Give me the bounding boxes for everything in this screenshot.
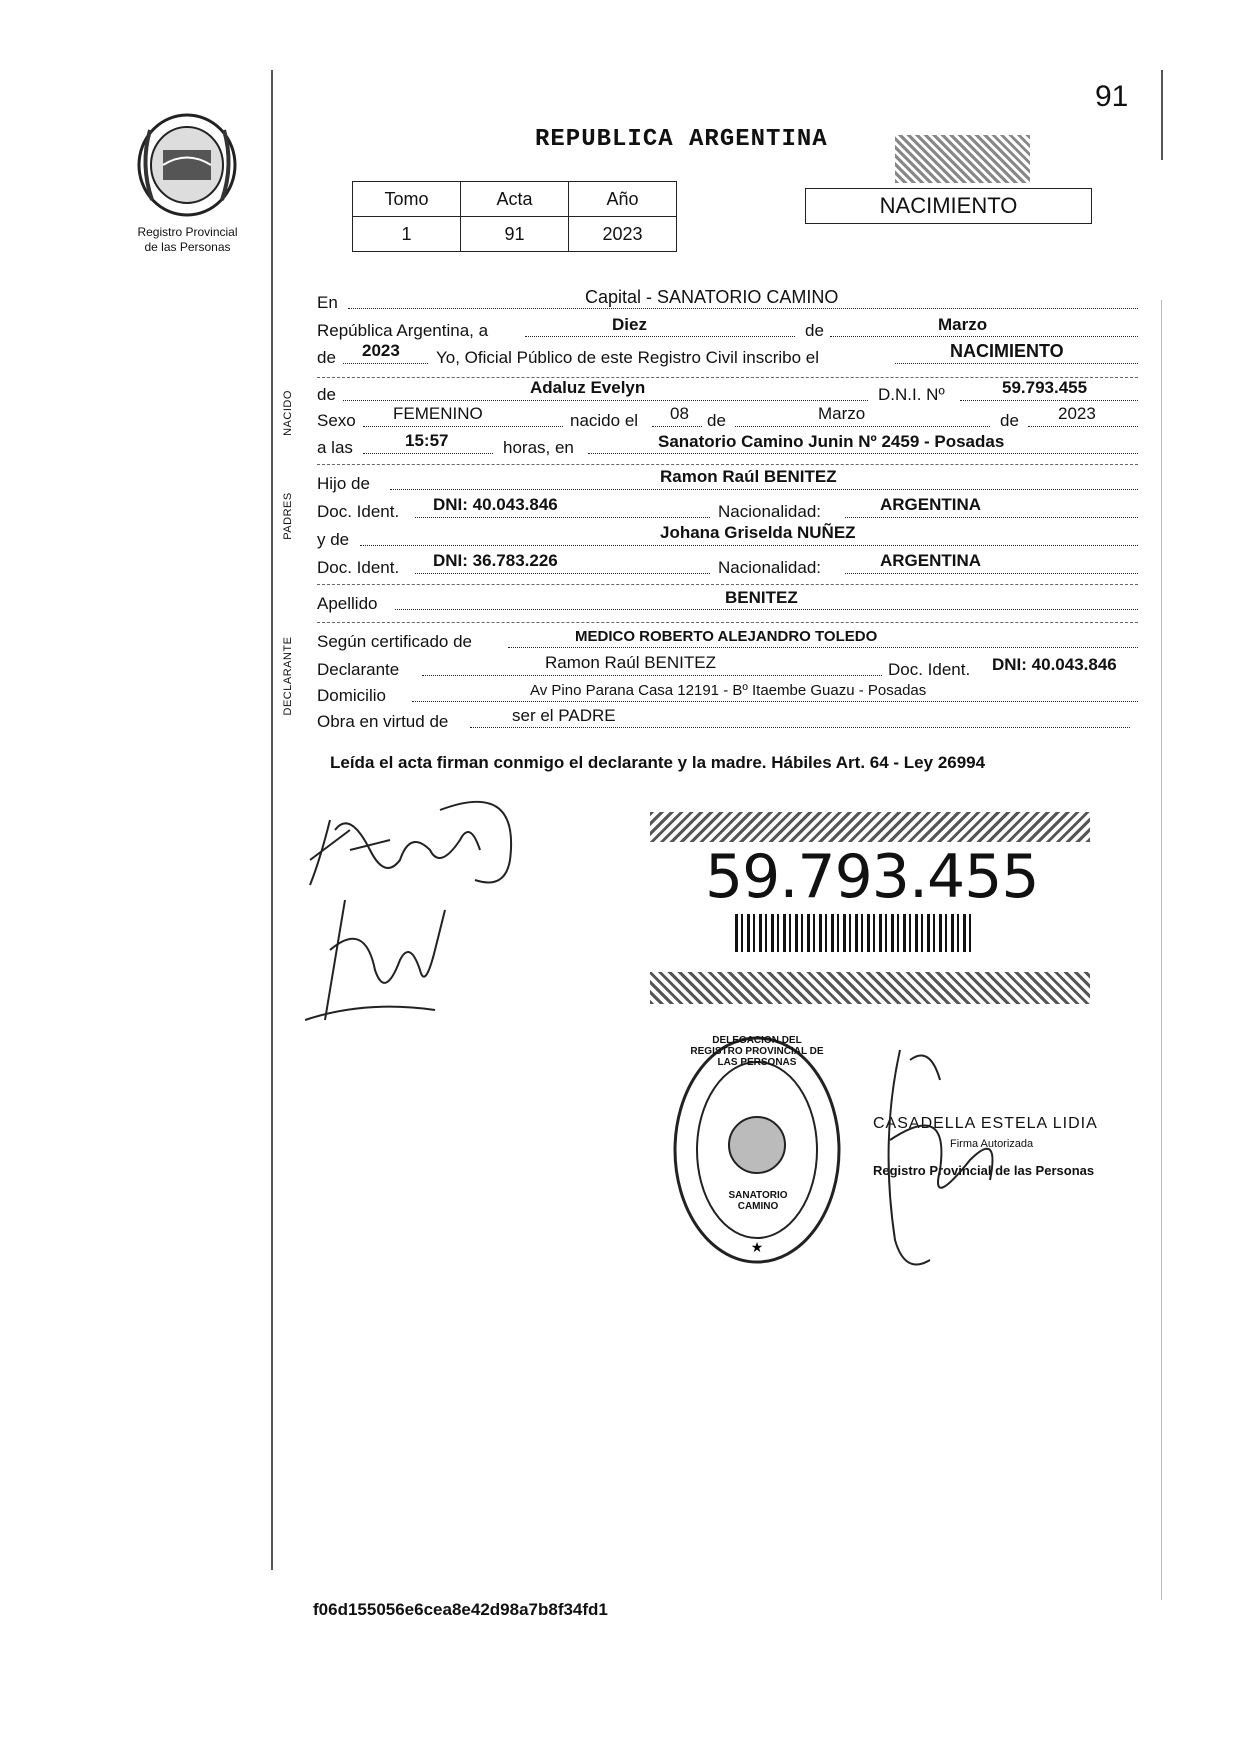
dotted-line bbox=[422, 675, 882, 676]
value-dia-registro: Diez bbox=[612, 315, 647, 334]
dotted-line bbox=[470, 727, 1130, 728]
registry-table bbox=[352, 181, 677, 252]
dotted-line bbox=[415, 517, 710, 518]
table-cell: 1 bbox=[353, 217, 461, 252]
value-tipo-inscripcion: NACIMIENTO bbox=[950, 341, 1064, 361]
value-padre-nacionalidad: ARGENTINA bbox=[880, 495, 982, 514]
dotted-line bbox=[415, 573, 710, 574]
label-domicilio: Domicilio bbox=[317, 686, 386, 705]
section-separator bbox=[317, 464, 1138, 465]
label-de-birth-year: de bbox=[1000, 411, 1019, 430]
section-separator bbox=[317, 584, 1138, 585]
act-type-label: NACIMIENTO bbox=[879, 193, 1018, 218]
label-de-birth-month: de bbox=[707, 411, 726, 430]
id-sticker bbox=[650, 812, 1090, 1007]
security-pattern bbox=[895, 135, 1030, 183]
label-nacido-el: nacido el bbox=[570, 411, 639, 430]
dotted-line bbox=[845, 517, 1138, 518]
value-lugar: Capital - SANATORIO CAMINO bbox=[585, 287, 839, 307]
label-doc-ident-1: Doc. Ident. bbox=[317, 502, 400, 521]
official-stamp-office: Registro Provincial de las Personas bbox=[873, 1163, 1095, 1178]
label-doc-ident-3: Doc. Ident. bbox=[888, 660, 971, 679]
label-dni: D.N.I. Nº bbox=[878, 385, 945, 404]
label-de-year: de bbox=[317, 348, 336, 367]
side-label-padres: PADRES bbox=[282, 492, 294, 540]
dotted-line bbox=[363, 453, 493, 454]
section-separator bbox=[317, 622, 1138, 623]
dotted-line bbox=[830, 336, 1138, 337]
value-mes-nacimiento: Marzo bbox=[818, 404, 866, 423]
left-margin-line bbox=[271, 70, 273, 1570]
label-nacionalidad-2: Nacionalidad: bbox=[718, 558, 822, 577]
logo-caption-1: Registro Provincial bbox=[137, 225, 238, 239]
value-nombre: Adaluz Evelyn bbox=[530, 378, 646, 397]
side-label-declarante: DECLARANTE bbox=[282, 636, 294, 716]
seal-inner-text: SANATORIO CAMINO bbox=[728, 1190, 788, 1212]
sticker-pattern-bottom bbox=[650, 972, 1090, 1004]
label-declarante: Declarante bbox=[317, 660, 400, 679]
value-padre: Ramon Raúl BENITEZ bbox=[660, 467, 837, 486]
value-lugar-nacimiento: Sanatorio Camino Junin Nº 2459 - Posadas bbox=[658, 432, 1005, 451]
label-sexo: Sexo bbox=[317, 411, 356, 430]
table-header: Año bbox=[569, 182, 677, 217]
label-apellido: Apellido bbox=[317, 594, 378, 613]
label-nacionalidad-1: Nacionalidad: bbox=[718, 502, 822, 521]
value-madre-doc: DNI: 36.783.226 bbox=[433, 551, 558, 570]
official-stamp-role: Firma Autorizada bbox=[950, 1138, 1034, 1150]
dotted-line bbox=[525, 336, 795, 337]
right-margin-line-lower bbox=[1161, 300, 1162, 1600]
seal-outer-text: DELEGACION DEL REGISTRO PROVINCIAL DE LAS PERSONAS bbox=[690, 1035, 824, 1068]
label-republica: República Argentina, a bbox=[317, 321, 489, 340]
label-segun-certificado: Según certificado de bbox=[317, 632, 472, 651]
table-cell: 91 bbox=[461, 217, 569, 252]
table-cell: 2023 bbox=[569, 217, 677, 252]
document-hash: f06d155056e6cea8e42d98a7b8f34fd1 bbox=[313, 1600, 608, 1619]
value-madre: Johana Griselda NUÑEZ bbox=[660, 523, 856, 542]
right-margin-line bbox=[1161, 70, 1163, 160]
sticker-number: 59.793.455 bbox=[705, 842, 1039, 912]
dotted-line bbox=[735, 426, 990, 427]
dotted-line bbox=[960, 400, 1138, 401]
dotted-line bbox=[845, 573, 1138, 574]
svg-text:★: ★ bbox=[750, 1239, 764, 1255]
side-label-nacido: NACIDO bbox=[282, 390, 294, 436]
label-horas-en: horas, en bbox=[503, 438, 574, 457]
dotted-line bbox=[343, 363, 428, 364]
dotted-line bbox=[343, 400, 868, 401]
signature-madre bbox=[305, 890, 465, 1030]
dotted-line bbox=[363, 426, 563, 427]
value-dni: 59.793.455 bbox=[1002, 378, 1088, 397]
value-certificado: MEDICO ROBERTO ALEJANDRO TOLEDO bbox=[575, 628, 878, 645]
table-header: Acta bbox=[461, 182, 569, 217]
barcode bbox=[735, 914, 975, 952]
table-header: Tomo bbox=[353, 182, 461, 217]
dotted-line bbox=[588, 453, 1138, 454]
value-madre-nacionalidad: ARGENTINA bbox=[880, 551, 982, 570]
dotted-line bbox=[348, 308, 1138, 309]
closing-text: Leída el acta firman conmigo el declarante y la madre. Hábiles Art. 64 - Ley 26994 bbox=[330, 753, 986, 772]
value-declarante-doc: DNI: 40.043.846 bbox=[992, 655, 1117, 674]
value-hora: 15:57 bbox=[405, 431, 449, 450]
value-dia-nacimiento: 08 bbox=[670, 404, 689, 423]
label-obra-en-virtud: Obra en virtud de bbox=[317, 712, 449, 731]
label-a-las: a las bbox=[317, 438, 353, 457]
province-logo bbox=[130, 110, 245, 220]
value-anio-nacimiento: 2023 bbox=[1058, 404, 1096, 423]
dotted-line bbox=[508, 647, 1138, 648]
sticker-pattern-top bbox=[650, 812, 1090, 842]
logo-caption-2: de las Personas bbox=[144, 240, 231, 254]
label-en: En bbox=[317, 293, 338, 312]
value-sexo: FEMENINO bbox=[393, 404, 483, 423]
official-stamp-name: CASADELLA ESTELA LIDIA bbox=[873, 1115, 1098, 1132]
label-hijo-de: Hijo de bbox=[317, 474, 370, 493]
page-title: REPUBLICA ARGENTINA bbox=[535, 126, 828, 153]
label-doc-ident-2: Doc. Ident. bbox=[317, 558, 400, 577]
label-de-month: de bbox=[805, 321, 824, 340]
act-type-box bbox=[805, 188, 1092, 224]
dotted-line bbox=[652, 426, 702, 427]
value-domicilio: Av Pino Parana Casa 12191 - Bº Itaembe Guazu - Posadas bbox=[530, 682, 927, 699]
dotted-line bbox=[395, 609, 1138, 610]
dotted-line bbox=[390, 489, 1138, 490]
value-obra-en-virtud: ser el PADRE bbox=[512, 706, 616, 725]
label-y-de: y de bbox=[317, 530, 350, 549]
signature-declarante bbox=[290, 790, 530, 900]
label-yo-oficial: Yo, Oficial Público de este Registro Civil inscribo el bbox=[436, 348, 819, 367]
dotted-line bbox=[412, 701, 1138, 702]
label-de-name: de bbox=[317, 385, 336, 404]
value-anio-registro: 2023 bbox=[362, 341, 400, 360]
dotted-line bbox=[1028, 426, 1138, 427]
province-shield-icon bbox=[130, 110, 245, 220]
value-declarante: Ramon Raúl BENITEZ bbox=[545, 653, 716, 672]
page-number: 91 bbox=[1095, 80, 1129, 113]
signature-official bbox=[870, 1040, 1050, 1275]
value-apellido: BENITEZ bbox=[725, 588, 798, 607]
dotted-line bbox=[895, 363, 1138, 364]
value-padre-doc: DNI: 40.043.846 bbox=[433, 495, 558, 514]
value-mes-registro: Marzo bbox=[938, 315, 988, 334]
dotted-line bbox=[360, 545, 1138, 546]
